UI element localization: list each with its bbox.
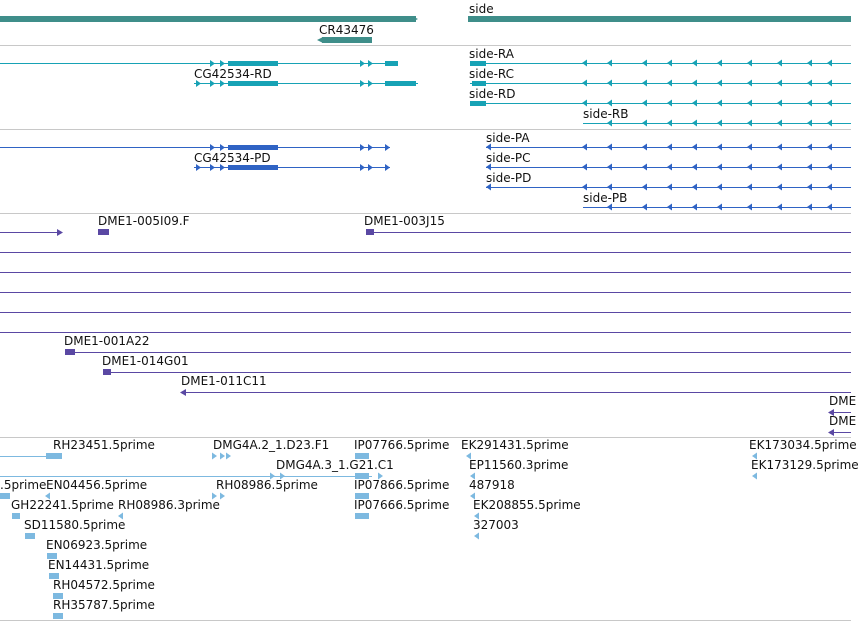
est-label: EN14431.5prime — [48, 558, 150, 572]
gene-bar-cr43476[interactable] — [322, 37, 372, 43]
track-separator — [0, 45, 851, 46]
est-label: DMG4A.2_1.D23.F1 — [213, 438, 330, 452]
est-label: SD11580.5prime — [24, 518, 126, 532]
clone-line[interactable] — [75, 352, 851, 353]
est-label: EK173129.5prime — [751, 458, 859, 472]
protein-left-arrows-icon — [0, 143, 851, 213]
est-label: RH08986.5prime — [216, 478, 318, 492]
est-block[interactable] — [355, 513, 369, 519]
est-label: EN04456.5prime — [46, 478, 148, 492]
protein-label: side-PA — [486, 131, 530, 145]
track-separator — [0, 129, 851, 130]
est-label: RH08986.3prime — [118, 498, 220, 512]
gene-bar-left[interactable] — [0, 16, 416, 22]
gene-label-cr43476: CR43476 — [319, 23, 374, 37]
clone-block[interactable] — [103, 369, 111, 375]
est-label: IP07866.5prime — [354, 478, 450, 492]
clone-label: DME — [829, 394, 857, 408]
est-label: EN06923.5prime — [46, 538, 148, 552]
est-label: RH04572.5prime — [53, 578, 155, 592]
est-label: EK173034.5prime — [749, 438, 857, 452]
clone-line[interactable] — [0, 232, 60, 233]
clone-line[interactable] — [834, 432, 851, 433]
est-label: RH35787.5prime — [53, 598, 155, 612]
est-block[interactable] — [0, 493, 10, 499]
clone-line[interactable] — [0, 332, 851, 333]
clone-line[interactable] — [374, 232, 851, 233]
clone-label: DME1-014G01 — [102, 354, 189, 368]
est-label: IP07666.5prime — [354, 498, 450, 512]
est-arrow-left-icon — [474, 532, 480, 540]
protein-label: side-PB — [583, 191, 628, 205]
est-block[interactable] — [53, 613, 63, 619]
est-label: DMG4A.3_1.G21.C1 — [276, 458, 394, 472]
clone-line[interactable] — [0, 292, 851, 293]
transcript-label: side-RB — [583, 107, 629, 121]
clone-block[interactable] — [65, 349, 75, 355]
clone-line[interactable] — [0, 252, 851, 253]
est-label: GH22241.5prime — [11, 498, 114, 512]
est-label: IP07766.5prime — [354, 438, 450, 452]
protein-label: CG42534-PD — [194, 151, 271, 165]
clone-block[interactable] — [98, 229, 109, 235]
clone-line[interactable] — [186, 392, 851, 393]
clone-label: DME1-001A22 — [64, 334, 150, 348]
transcript-label: CG42534-RD — [194, 67, 272, 81]
est-label: EK291431.5prime — [461, 438, 569, 452]
est-block[interactable] — [25, 533, 35, 539]
clone-label: DME1-003J15 — [364, 214, 445, 228]
clone-label: DME — [829, 414, 857, 428]
gene-arrow-right-icon — [412, 16, 420, 22]
transcript-left-arrows-icon — [0, 59, 851, 129]
est-arrows-icon — [212, 452, 236, 460]
est-label: RH23451.5prime — [53, 438, 155, 452]
est-block[interactable] — [46, 453, 62, 459]
gene-arrow-left-icon — [317, 37, 323, 43]
clone-label: DME1-005I09.F — [98, 214, 190, 228]
clone-line[interactable] — [834, 412, 851, 413]
clone-line[interactable] — [0, 312, 851, 313]
est-arrow-left-icon — [752, 472, 758, 480]
est-label: EK208855.5prime — [473, 498, 581, 512]
clone-block[interactable] — [366, 229, 374, 235]
est-label: 327003 — [473, 518, 519, 532]
protein-label: side-PD — [486, 171, 532, 185]
clone-arrow-right-icon — [57, 229, 65, 236]
clone-label: DME1-011C11 — [181, 374, 267, 388]
est-label: EP11560.3prime — [469, 458, 569, 472]
transcript-label: side-RA — [469, 47, 514, 61]
gene-label-side: side — [469, 2, 494, 16]
transcript-label: side-RC — [469, 67, 515, 81]
gene-bar-side[interactable] — [468, 16, 851, 22]
est-label: 487918 — [469, 478, 515, 492]
est-block[interactable] — [12, 513, 20, 519]
clone-line[interactable] — [111, 372, 851, 373]
protein-label: side-PC — [486, 151, 531, 165]
est-label: .5prime — [0, 478, 47, 492]
transcript-label: side-RD — [469, 87, 516, 101]
clone-line[interactable] — [0, 272, 851, 273]
